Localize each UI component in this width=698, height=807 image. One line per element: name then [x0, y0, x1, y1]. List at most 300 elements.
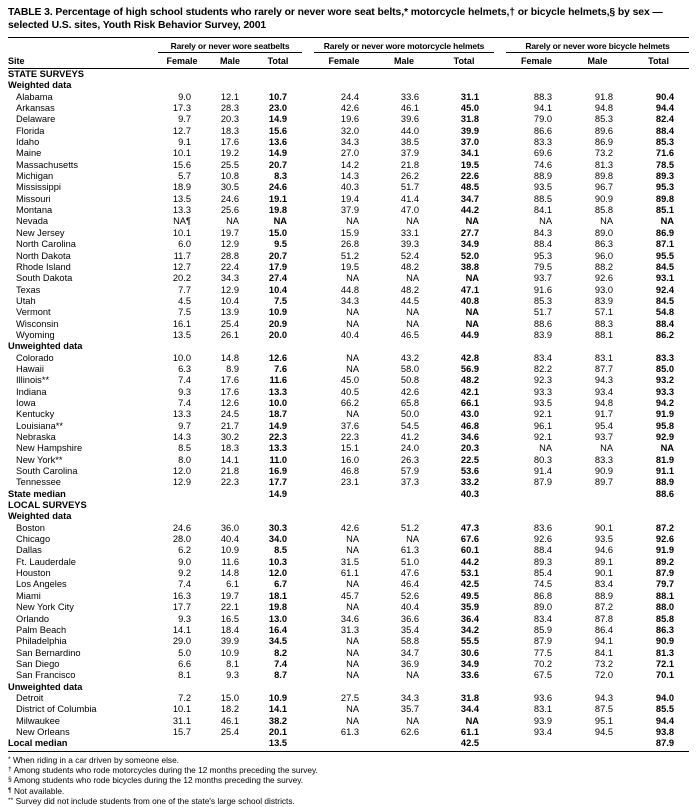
value-cell: 85.0: [655, 363, 675, 374]
value-cell: NA: [346, 409, 360, 420]
table-row: [8, 364, 689, 375]
value-cell: 14.9: [268, 420, 288, 431]
column-gap: [302, 319, 314, 330]
column-gap: [494, 398, 506, 409]
column-gap: [494, 375, 506, 386]
value-cell: 93.6: [533, 692, 553, 703]
column-gap: [302, 455, 314, 466]
value-cell: 91.7: [594, 409, 614, 420]
value-cell: 70.1: [655, 670, 675, 681]
value-cell: 85.8: [594, 205, 614, 216]
column-gap: [302, 262, 314, 273]
table-title: TABLE 3. Percentage of high school students who rarely or never wore seat belts,* motorcycle helmets,† or bicycle helmets,§ by sex — selected U.S. sites, Youth Risk Behavior Survey, 2001: [8, 7, 663, 31]
value-cell: 47.0: [400, 205, 420, 216]
value-cell: 15.9: [340, 227, 360, 238]
value-cell: 18.7: [268, 409, 288, 420]
value-cell: 45.0: [460, 103, 480, 114]
section-label: Weighted data: [8, 80, 72, 91]
value-cell: NA: [406, 273, 420, 284]
value-cell: 39.3: [400, 239, 420, 250]
value-cell: 86.3: [594, 239, 614, 250]
value-cell: 16.3: [172, 590, 191, 601]
value-cell: 42.6: [340, 103, 360, 114]
column-gap: [494, 353, 506, 364]
column-gap: [302, 148, 314, 159]
value-cell: 46.8: [460, 420, 480, 431]
value-cell: 14.9: [268, 148, 288, 159]
value-cell: 41.2: [400, 432, 420, 442]
column-gap: [494, 160, 506, 171]
value-cell: 84.5: [655, 261, 675, 272]
value-cell: 7.7: [178, 284, 191, 295]
value-cell: 88.2: [594, 261, 614, 272]
footnote-marker: §: [8, 776, 12, 784]
value-cell: 17.9: [268, 261, 288, 272]
column-group-seatbelts: Rarely or never wore seatbelts: [158, 38, 302, 53]
value-cell: 49.5: [460, 590, 480, 601]
site-cell: North Carolina: [16, 239, 76, 250]
table-header: [8, 38, 689, 69]
value-cell: NA: [226, 216, 239, 227]
column-gap: [494, 477, 506, 488]
table-row: [8, 716, 689, 727]
column-gap: [302, 239, 314, 250]
value-cell: 22.1: [220, 602, 239, 613]
table-row: [8, 239, 689, 250]
value-cell: 12.9: [172, 477, 191, 488]
value-cell: NA: [346, 318, 360, 329]
value-cell: 27.4: [268, 273, 288, 284]
value-cell: 38.5: [400, 137, 420, 148]
value-cell: 81.9: [655, 454, 675, 465]
footnote: [8, 755, 689, 765]
value-cell: 12.9: [220, 239, 239, 250]
value-cell: 91.4: [533, 466, 553, 477]
table-row: [8, 568, 689, 579]
value-cell: 9.7: [178, 420, 191, 431]
column-gap: [494, 591, 506, 602]
table-row: [8, 262, 689, 273]
value-cell: [567, 738, 628, 749]
value-cell: 96.7: [594, 182, 614, 193]
value-cell: 12.7: [172, 125, 191, 136]
value-cell: 12.0: [172, 466, 191, 477]
table-body: [8, 69, 689, 750]
value-cell: 10.1: [172, 148, 191, 159]
value-cell: NA: [600, 443, 614, 454]
value-cell: [158, 489, 206, 500]
value-cell: 25.4: [220, 726, 239, 737]
value-cell: 83.4: [594, 579, 614, 590]
site-cell: Nebraska: [16, 432, 56, 442]
value-cell: 13.0: [268, 613, 288, 624]
value-cell: 90.1: [594, 568, 614, 579]
value-cell: 70.2: [533, 658, 553, 669]
value-cell: 10.9: [220, 647, 239, 658]
table-row: [8, 727, 689, 738]
site-cell: North Dakota: [16, 250, 71, 261]
value-cell: 88.3: [533, 91, 553, 102]
site-cell: Indiana: [16, 386, 47, 397]
site-cell: Wisconsin: [16, 318, 59, 329]
value-cell: 6.2: [178, 545, 191, 556]
value-cell: 47.6: [400, 568, 420, 579]
value-cell: 5.0: [178, 647, 191, 658]
value-cell: 30.3: [268, 522, 288, 533]
table-row: [8, 659, 689, 670]
value-cell: 34.2: [460, 624, 480, 635]
value-cell: NA: [346, 579, 360, 590]
table-row: [8, 182, 689, 193]
site-cell: Los Angeles: [16, 579, 67, 590]
site-cell: Chicago: [16, 534, 51, 545]
column-gap: [302, 568, 314, 579]
value-cell: 8.1: [226, 658, 239, 669]
value-cell: 13.3: [172, 409, 191, 420]
column-gap: [302, 171, 314, 182]
table-row: [8, 534, 689, 545]
site-cell: Houston: [16, 568, 51, 579]
value-cell: 13.6: [268, 137, 288, 148]
footnote-text: Among students who rode motorcycles during the 12 months preceding the survey.: [11, 765, 318, 776]
table-row: [8, 285, 689, 296]
value-cell: 96.1: [533, 420, 553, 431]
column-gap: [494, 545, 506, 556]
value-cell: 17.6: [220, 375, 239, 386]
value-cell: 25.6: [220, 205, 239, 216]
value-cell: 19.4: [340, 193, 360, 204]
value-cell: 93.7: [594, 432, 614, 442]
section-label: Unweighted data: [8, 681, 83, 692]
seatbelts-male-header: Male: [206, 53, 254, 69]
value-cell: 40.5: [340, 386, 360, 397]
site-cell: San Bernardino: [16, 647, 81, 658]
value-cell: 41.4: [400, 193, 420, 204]
value-cell: 48.2: [400, 261, 420, 272]
value-cell: 24.0: [400, 443, 420, 454]
column-gap: [494, 307, 506, 318]
value-cell: 38.8: [460, 261, 480, 272]
column-gap: [302, 614, 314, 625]
value-cell: 9.0: [178, 91, 191, 102]
value-cell: 7.2: [178, 692, 191, 703]
value-cell: 40.8: [460, 295, 480, 306]
value-cell: 22.3: [220, 477, 239, 488]
value-cell: 21.8: [400, 159, 420, 170]
table-row: [8, 591, 689, 602]
table-row: [8, 421, 689, 432]
value-cell: 14.8: [220, 352, 239, 363]
section-row: [8, 69, 689, 81]
value-cell: 88.5: [533, 193, 553, 204]
table-row: [8, 625, 689, 636]
value-cell: 24.6: [172, 522, 191, 533]
value-cell: NA: [346, 545, 360, 556]
value-cell: 95.3: [533, 250, 553, 261]
site-cell: Boston: [16, 522, 45, 533]
value-cell: 6.3: [178, 363, 191, 374]
value-cell: 86.9: [594, 137, 614, 148]
value-cell: 91.6: [533, 284, 553, 295]
subsection-row: [8, 80, 689, 91]
value-cell: 92.1: [533, 409, 553, 420]
table-row: [8, 126, 689, 137]
value-cell: NA: [465, 273, 480, 284]
value-cell: NA: [660, 443, 675, 454]
column-gap: [302, 421, 314, 432]
column-group-motorcycle: Rarely or never wore motorcycle helmets: [314, 38, 494, 53]
site-cell: Montana: [16, 205, 53, 216]
site-cell: Utah: [16, 295, 36, 306]
value-cell: 87.5: [594, 704, 614, 715]
value-cell: 93.1: [655, 273, 675, 284]
value-cell: 18.2: [220, 704, 239, 715]
value-cell: 48.2: [460, 375, 480, 386]
column-gap: [302, 126, 314, 137]
value-cell: 18.1: [268, 590, 288, 601]
value-cell: NA: [346, 670, 360, 681]
site-cell: Louisiana**: [16, 420, 64, 431]
value-cell: [506, 738, 567, 749]
bicycle-male-header: Male: [567, 53, 628, 69]
value-cell: NA¶: [173, 216, 191, 227]
value-cell: 36.4: [460, 613, 480, 624]
value-cell: 87.2: [594, 602, 614, 613]
value-cell: 15.7: [172, 726, 191, 737]
value-cell: 19.5: [340, 261, 360, 272]
value-cell: 6.7: [274, 579, 288, 590]
column-gap: [494, 251, 506, 262]
value-cell: 8.2: [274, 647, 288, 658]
value-cell: 92.1: [533, 432, 553, 442]
value-cell: 7.4: [274, 658, 288, 669]
value-cell: 83.9: [533, 329, 553, 340]
value-cell: 86.4: [594, 624, 614, 635]
value-cell: 95.8: [655, 420, 675, 431]
value-cell: 31.5: [340, 556, 360, 567]
value-cell: 18.3: [220, 125, 239, 136]
table-row: [8, 477, 689, 488]
subsection-row: [8, 682, 689, 693]
value-cell: 34.3: [340, 137, 360, 148]
value-cell: 78.5: [655, 159, 675, 170]
value-cell: 10.0: [172, 352, 191, 363]
value-cell: 19.2: [220, 148, 239, 159]
column-gap: [302, 228, 314, 239]
value-cell: 35.7: [400, 704, 420, 715]
column-gap: [494, 636, 506, 647]
table-row: [8, 92, 689, 103]
value-cell: 87.9: [655, 738, 675, 749]
value-cell: 87.9: [655, 568, 675, 579]
column-gap: [494, 704, 506, 715]
value-cell: 15.0: [268, 227, 288, 238]
section-label: Weighted data: [8, 511, 72, 522]
column-gap: [302, 693, 314, 704]
column-gap: [302, 625, 314, 636]
site-cell: Detroit: [16, 692, 44, 703]
column-gap: [494, 648, 506, 659]
column-gap: [494, 296, 506, 307]
value-cell: 9.7: [178, 114, 191, 125]
site-cell: New Hampshire: [16, 443, 83, 454]
value-cell: [374, 738, 434, 749]
value-cell: 45.7: [340, 590, 360, 601]
value-cell: 20.7: [268, 250, 288, 261]
value-cell: 5.7: [178, 171, 191, 182]
value-cell: 46.1: [400, 103, 420, 114]
section-label: Unweighted data: [8, 341, 83, 352]
section-label: STATE SURVEYS: [8, 69, 84, 79]
site-cell: Mississippi: [16, 182, 61, 193]
site-cell: Philadelphia: [16, 636, 67, 647]
value-cell: 10.7: [268, 91, 288, 102]
table-page: [8, 6, 690, 807]
value-cell: 25.4: [220, 318, 239, 329]
table-row: [8, 648, 689, 659]
column-gap: [494, 421, 506, 432]
value-cell: 34.7: [460, 193, 480, 204]
footnote: [8, 786, 689, 796]
value-cell: 20.3: [220, 114, 239, 125]
value-cell: 88.4: [655, 125, 675, 136]
column-gap: [494, 738, 506, 749]
footnote-marker: †: [8, 766, 12, 774]
site-cell: Palm Beach: [16, 624, 67, 635]
value-cell: 50.8: [400, 375, 420, 386]
value-cell: 31.3: [340, 624, 360, 635]
value-cell: 84.1: [533, 205, 553, 216]
column-gap: [494, 171, 506, 182]
value-cell: 44.2: [460, 205, 480, 216]
column-gap: [302, 53, 314, 69]
value-cell: 37.9: [340, 205, 360, 216]
value-cell: 88.9: [655, 477, 675, 488]
value-cell: 44.5: [400, 295, 420, 306]
footnote-marker: ¶: [8, 786, 12, 794]
value-cell: 42.8: [460, 352, 480, 363]
value-cell: 38.2: [268, 715, 288, 726]
value-cell: 93.5: [594, 534, 614, 545]
value-cell: NA: [346, 636, 360, 647]
value-cell: 44.2: [460, 556, 480, 567]
value-cell: NA: [406, 670, 420, 681]
value-cell: 94.8: [594, 103, 614, 114]
table-row: [8, 409, 689, 420]
footnote-text: Among students who rode bicycles during the 12 months preceding the survey.: [11, 775, 304, 786]
column-gap: [494, 53, 506, 69]
value-cell: 10.9: [268, 692, 288, 703]
value-cell: 27.0: [340, 148, 360, 159]
column-gap: [494, 557, 506, 568]
value-cell: 28.8: [220, 250, 239, 261]
site-cell: Tennessee: [16, 477, 61, 488]
value-cell: 31.8: [460, 114, 480, 125]
value-cell: 14.2: [340, 159, 360, 170]
value-cell: 67.6: [460, 534, 480, 545]
value-cell: 85.3: [594, 114, 614, 125]
value-cell: 34.0: [268, 534, 288, 545]
value-cell: 15.1: [340, 443, 360, 454]
section-label: LOCAL SURVEYS: [8, 500, 87, 511]
value-cell: 93.0: [594, 284, 614, 295]
value-cell: 12.0: [268, 568, 288, 579]
value-cell: 86.2: [655, 329, 675, 340]
column-gap: [302, 670, 314, 681]
table-row: [8, 114, 689, 125]
table-row: [8, 330, 689, 341]
column-gap: [302, 296, 314, 307]
value-cell: 84.1: [594, 647, 614, 658]
value-cell: 66.2: [340, 397, 360, 408]
column-gap: [302, 285, 314, 296]
value-cell: 79.5: [533, 261, 553, 272]
value-cell: 94.1: [533, 103, 553, 114]
value-cell: 93.9: [533, 715, 553, 726]
site-cell: Massachusetts: [16, 159, 79, 170]
column-gap: [494, 534, 506, 545]
value-cell: 74.6: [533, 159, 553, 170]
column-gap: [302, 738, 314, 749]
column-gap: [494, 727, 506, 738]
column-group-row: [8, 38, 689, 53]
value-cell: 91.1: [655, 466, 675, 477]
site-cell: Ft. Lauderdale: [16, 556, 76, 567]
column-gap: [302, 375, 314, 386]
column-gap: [302, 432, 314, 443]
column-gap: [494, 126, 506, 137]
value-cell: 9.3: [178, 386, 191, 397]
column-gap: [494, 239, 506, 250]
value-cell: 11.6: [221, 556, 239, 567]
site-cell: South Carolina: [16, 466, 78, 477]
motorcycle-female-header: Female: [314, 53, 374, 69]
value-cell: 34.6: [460, 432, 480, 442]
value-cell: 94.8: [594, 397, 614, 408]
value-cell: 90.4: [655, 91, 675, 102]
column-gap: [494, 443, 506, 454]
site-cell: San Diego: [16, 658, 60, 669]
value-cell: 12.6: [268, 352, 288, 363]
table-row: [8, 455, 689, 466]
value-cell: 85.8: [655, 613, 675, 624]
value-cell: 92.3: [533, 375, 553, 386]
value-cell: 83.1: [594, 352, 614, 363]
value-cell: 12.1: [220, 91, 239, 102]
value-cell: 83.4: [533, 613, 553, 624]
value-cell: 13.3: [268, 443, 288, 454]
value-cell: 89.3: [533, 556, 553, 567]
site-group-spacer: [8, 38, 158, 53]
footnote: [8, 765, 689, 775]
site-cell: Michigan: [16, 171, 54, 182]
value-cell: NA: [273, 216, 288, 227]
value-cell: 14.8: [220, 568, 239, 579]
value-cell: NA: [406, 216, 420, 227]
value-cell: 95.4: [594, 420, 614, 431]
table-row: [8, 194, 689, 205]
value-cell: 35.4: [400, 624, 420, 635]
value-cell: NA: [406, 318, 420, 329]
value-cell: 16.0: [340, 454, 360, 465]
value-cell: 20.2: [172, 273, 191, 284]
column-gap: [494, 670, 506, 681]
value-cell: 83.3: [533, 137, 553, 148]
value-cell: 46.8: [340, 466, 360, 477]
table-row: [8, 296, 689, 307]
column-gap: [302, 273, 314, 284]
footnotes: [8, 751, 689, 807]
